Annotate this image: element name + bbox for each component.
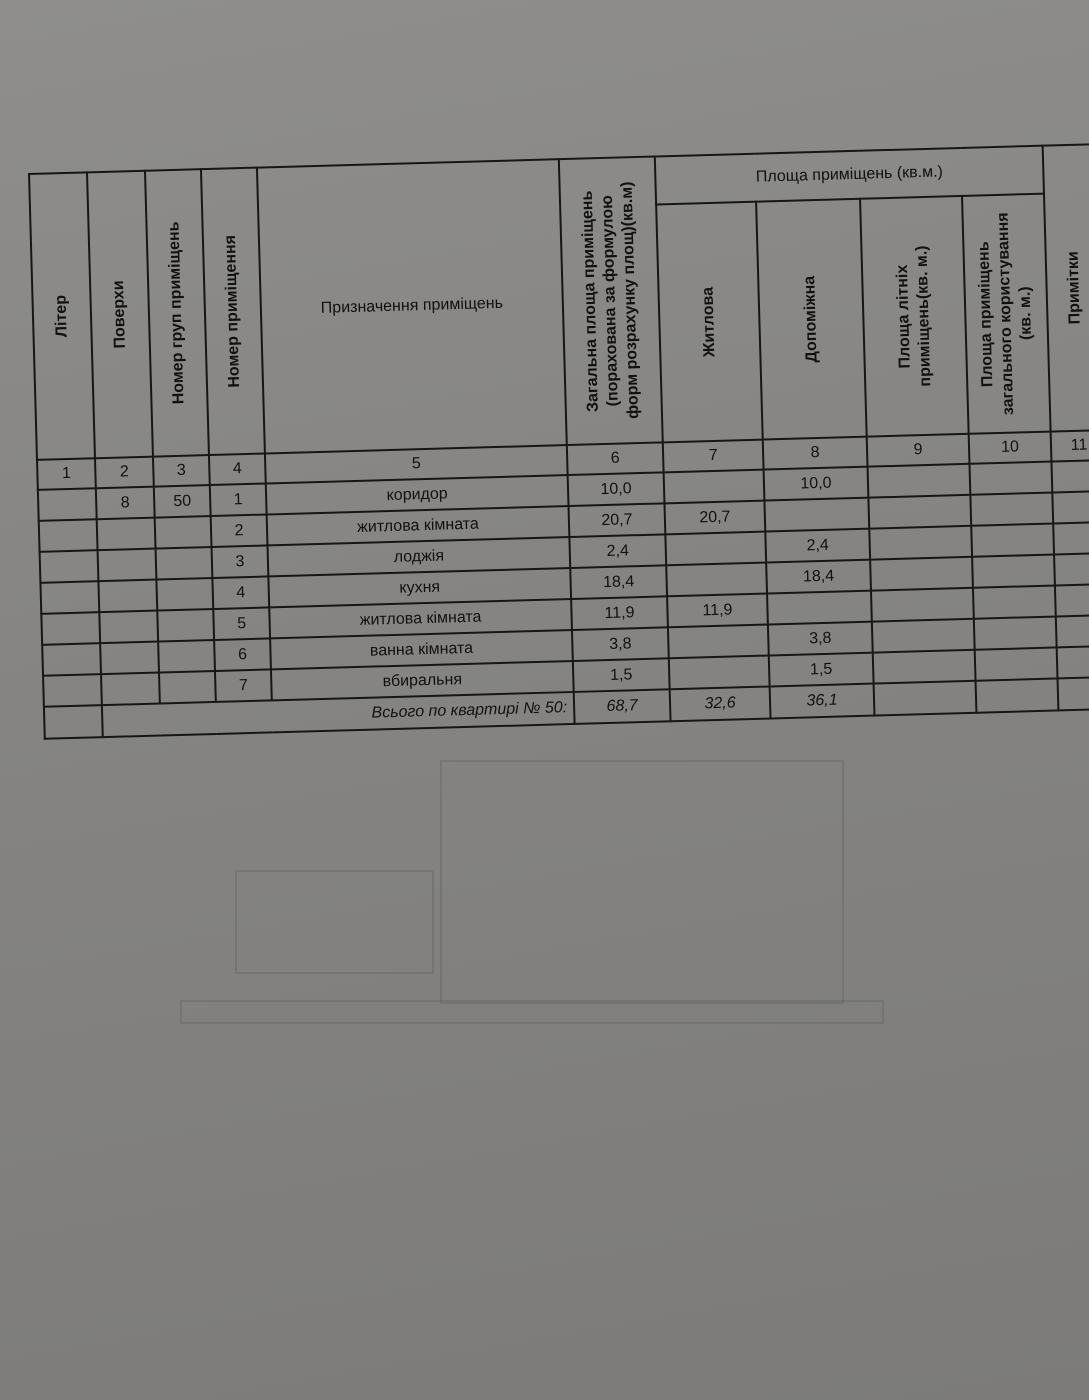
background-floorplan-outline bbox=[180, 1000, 884, 1024]
cell-floor bbox=[98, 549, 157, 582]
cell-total: 18,4 bbox=[570, 565, 667, 599]
header-common-area: Площа приміщень загального користування (кв. м.) bbox=[962, 194, 1051, 434]
cell-liter bbox=[40, 581, 99, 614]
room-area-table-container bbox=[20, 95, 1089, 775]
cell-group bbox=[156, 578, 213, 611]
cell-common bbox=[971, 524, 1054, 557]
header-living: Житлова bbox=[656, 202, 763, 443]
column-number: 9 bbox=[867, 434, 970, 467]
cell-purpose: вбиральня bbox=[271, 661, 574, 700]
header-summer-area: Площа літніх приміщень(кв. м.) bbox=[860, 196, 969, 437]
cell-notes bbox=[1056, 615, 1089, 648]
cell-common bbox=[972, 554, 1055, 587]
cell-group bbox=[159, 671, 216, 704]
column-number: 2 bbox=[95, 457, 154, 489]
cell-purpose: коридор bbox=[266, 475, 569, 514]
cell-common bbox=[969, 462, 1052, 495]
total-living-value: 32,6 bbox=[670, 686, 771, 721]
cell-purpose: житлова кімната bbox=[267, 506, 570, 545]
cell-liter bbox=[42, 643, 101, 676]
column-number: 7 bbox=[663, 440, 764, 473]
cell-aux bbox=[767, 591, 872, 625]
header-total-area: Загальна площа приміщень (порахована за формулою форм розрахунку площ)(кв.м) bbox=[559, 156, 663, 445]
cell-group bbox=[155, 516, 212, 549]
cell-summer bbox=[869, 526, 972, 560]
cell-summer bbox=[870, 557, 973, 591]
cell-living bbox=[665, 532, 766, 566]
cell-liter bbox=[40, 550, 99, 583]
column-number: 1 bbox=[37, 458, 96, 490]
cell-floor bbox=[97, 518, 156, 551]
cell-notes bbox=[1058, 677, 1089, 711]
cell-common bbox=[974, 616, 1057, 649]
cell-purpose: ванна кімната bbox=[270, 630, 573, 669]
cell-floor bbox=[100, 642, 159, 675]
cell-summer bbox=[868, 495, 971, 529]
cell-living bbox=[666, 563, 767, 597]
cell-living bbox=[668, 625, 769, 659]
column-number: 8 bbox=[763, 437, 868, 470]
cell-living bbox=[664, 470, 765, 504]
cell-purpose: лоджія bbox=[267, 537, 570, 576]
cell-room: 2 bbox=[211, 514, 268, 547]
cell-common bbox=[973, 585, 1056, 618]
cell-group bbox=[157, 609, 214, 642]
cell-total: 1,5 bbox=[573, 658, 670, 692]
cell-liter bbox=[39, 519, 98, 552]
cell-room: 4 bbox=[212, 576, 269, 609]
cell-notes bbox=[1051, 460, 1089, 493]
cell-purpose: житлова кімната bbox=[269, 599, 572, 638]
header-liter: Літер bbox=[29, 172, 95, 460]
cell-group bbox=[156, 547, 213, 580]
cell-liter bbox=[41, 612, 100, 645]
cell-room: 3 bbox=[212, 545, 269, 578]
cell-living: 20,7 bbox=[664, 501, 765, 535]
cell-floor bbox=[98, 580, 157, 613]
total-area-value: 68,7 bbox=[574, 689, 671, 724]
cell-room: 5 bbox=[213, 607, 270, 640]
cell-aux: 18,4 bbox=[766, 560, 871, 594]
cell-room: 1 bbox=[210, 483, 267, 516]
background-floorplan-outline bbox=[235, 870, 434, 974]
header-area-group: Площа приміщень (кв.м.) bbox=[655, 146, 1044, 205]
column-number: 5 bbox=[265, 445, 568, 483]
cell-common bbox=[976, 678, 1059, 712]
cell-summer bbox=[873, 650, 976, 684]
cell-aux: 2,4 bbox=[765, 529, 870, 563]
total-label: Всього по квартирі № 50: bbox=[102, 692, 575, 737]
cell-notes bbox=[1057, 646, 1089, 679]
column-number: 4 bbox=[209, 453, 266, 485]
cell-common bbox=[970, 493, 1053, 526]
cell-aux bbox=[764, 498, 869, 532]
cell-purpose: кухня bbox=[268, 568, 571, 607]
cell-liter bbox=[38, 488, 97, 521]
cell-notes bbox=[1055, 584, 1089, 617]
header-notes: Примітки bbox=[1043, 144, 1089, 431]
cell-notes bbox=[1054, 553, 1089, 586]
cell-liter bbox=[43, 674, 102, 707]
column-number: 3 bbox=[153, 455, 210, 487]
cell-summer bbox=[871, 588, 974, 622]
cell-summer bbox=[872, 619, 975, 653]
cell-total: 11,9 bbox=[571, 596, 668, 630]
background-floorplan-outline bbox=[440, 760, 844, 1004]
cell-liter bbox=[44, 705, 103, 739]
cell-aux: 10,0 bbox=[764, 467, 869, 501]
cell-notes bbox=[1052, 491, 1089, 524]
cell-room: 6 bbox=[214, 638, 271, 671]
cell-total: 2,4 bbox=[569, 534, 666, 568]
header-floors: Поверхи bbox=[87, 171, 153, 459]
cell-notes bbox=[1053, 522, 1089, 555]
cell-floor bbox=[99, 611, 158, 644]
column-number: 6 bbox=[567, 442, 664, 475]
header-purpose: Призначення приміщень bbox=[257, 159, 567, 453]
column-number: 11 bbox=[1051, 430, 1089, 462]
total-aux-value: 36,1 bbox=[770, 684, 875, 719]
header-auxiliary: Допоміжна bbox=[756, 199, 867, 440]
cell-floor: 8 bbox=[96, 487, 155, 520]
cell-living bbox=[669, 656, 770, 690]
column-number: 10 bbox=[969, 432, 1052, 464]
cell-floor bbox=[101, 673, 160, 706]
room-area-table bbox=[28, 143, 1089, 740]
header-room-number: Номер приміщення bbox=[201, 168, 265, 455]
cell-living: 11,9 bbox=[667, 594, 768, 628]
cell-total: 3,8 bbox=[572, 627, 669, 661]
cell-aux: 3,8 bbox=[768, 622, 873, 656]
cell-total: 20,7 bbox=[569, 503, 666, 537]
header-group-number: Номер груп приміщень bbox=[145, 169, 209, 456]
cell-common bbox=[975, 647, 1058, 680]
cell-summer bbox=[874, 681, 977, 716]
cell-room: 7 bbox=[215, 669, 272, 702]
cell-group bbox=[158, 640, 215, 673]
cell-total: 10,0 bbox=[568, 472, 665, 506]
cell-group: 50 bbox=[154, 485, 211, 518]
cell-summer bbox=[868, 464, 971, 498]
cell-aux: 1,5 bbox=[769, 653, 874, 687]
